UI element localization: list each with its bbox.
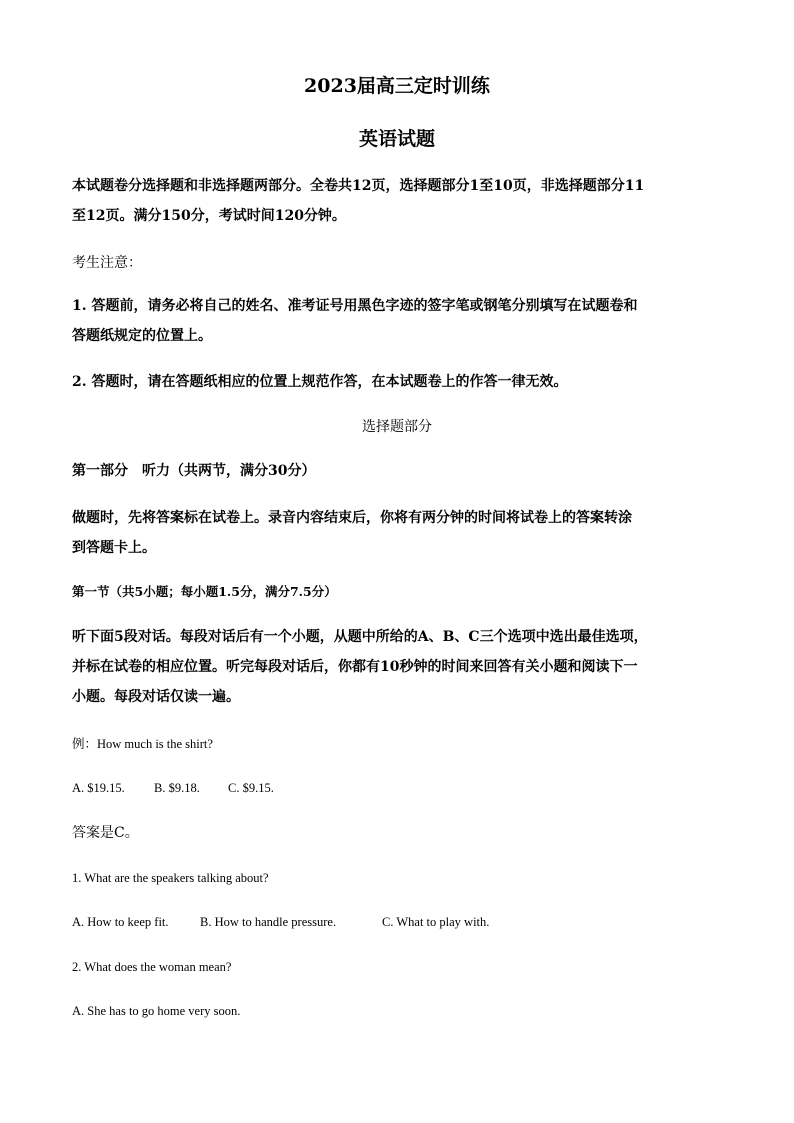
example-option-b: B. $9.18. — [154, 781, 200, 795]
section-title: 选择题部分 — [362, 419, 432, 435]
notice-item-1-line-2: 答题纸规定的位置上。 — [72, 328, 212, 344]
directions-line-1: 听下面5段对话。每段对话后有一个小题，从题中所给的A、B、C三个选项中选出最佳选项， — [72, 629, 648, 645]
question-2-option-a: A. She has to go home very soon. — [72, 1004, 241, 1018]
section-one-heading: 第一节（共5小题；每小题1.5分，满分7.5分） — [72, 584, 337, 599]
notice-heading: 考生注意： — [72, 255, 142, 271]
example-option-c: C. $9.15. — [228, 781, 274, 795]
example-options — [72, 773, 724, 803]
exam-subtitle: 英语试题 — [358, 128, 435, 150]
example-answer: 答案是C。 — [72, 825, 139, 841]
question-1-options — [72, 907, 724, 937]
question-1-option-c: C. What to play with. — [382, 915, 490, 929]
intro-line-2: 至12页。满分150分，考试时间120分钟。 — [72, 208, 346, 224]
question-1-option-a: A. How to keep fit. — [72, 915, 169, 929]
exam-title: 2023届高三定时训练 — [304, 75, 490, 97]
notice-item-2: 2. 答题时，请在答题纸相应的位置上规范作答，在本试题卷上的作答一律无效。 — [72, 374, 568, 390]
instructions-line-2: 到答题卡上。 — [72, 540, 156, 556]
notice-item-1-line-1: 1. 答题前，请务必将自己的姓名、准考证号用黑色字迹的签字笔或钢笔分别填写在试题卷和 — [72, 298, 638, 314]
example-option-a: A. $19.15. — [72, 781, 125, 795]
example-question: 例：How much is the shirt? — [72, 737, 213, 751]
instructions-line-1: 做题时，先将答案标在试卷上。录音内容结束后，你将有两分钟的时间将试卷上的答案转涂 — [72, 510, 632, 526]
question-1-option-b: B. How to handle pressure. — [200, 915, 337, 929]
directions-line-3: 小题。每段对话仅读一遍。 — [72, 689, 240, 705]
question-1-text: 1. What are the speakers talking about? — [72, 871, 269, 885]
part-one-heading: 第一部分 听力（共两节，满分30分） — [72, 463, 316, 479]
intro-line-1: 本试题卷分选择题和非选择题两部分。全卷共12页，选择题部分1至10页，非选择题部分11 — [72, 178, 645, 194]
question-2-text: 2. What does the woman mean? — [72, 960, 232, 974]
directions-line-2: 并标在试卷的相应位置。听完每段对话后，你都有10秒钟的时间来回答有关小题和阅读下一 — [72, 659, 638, 675]
